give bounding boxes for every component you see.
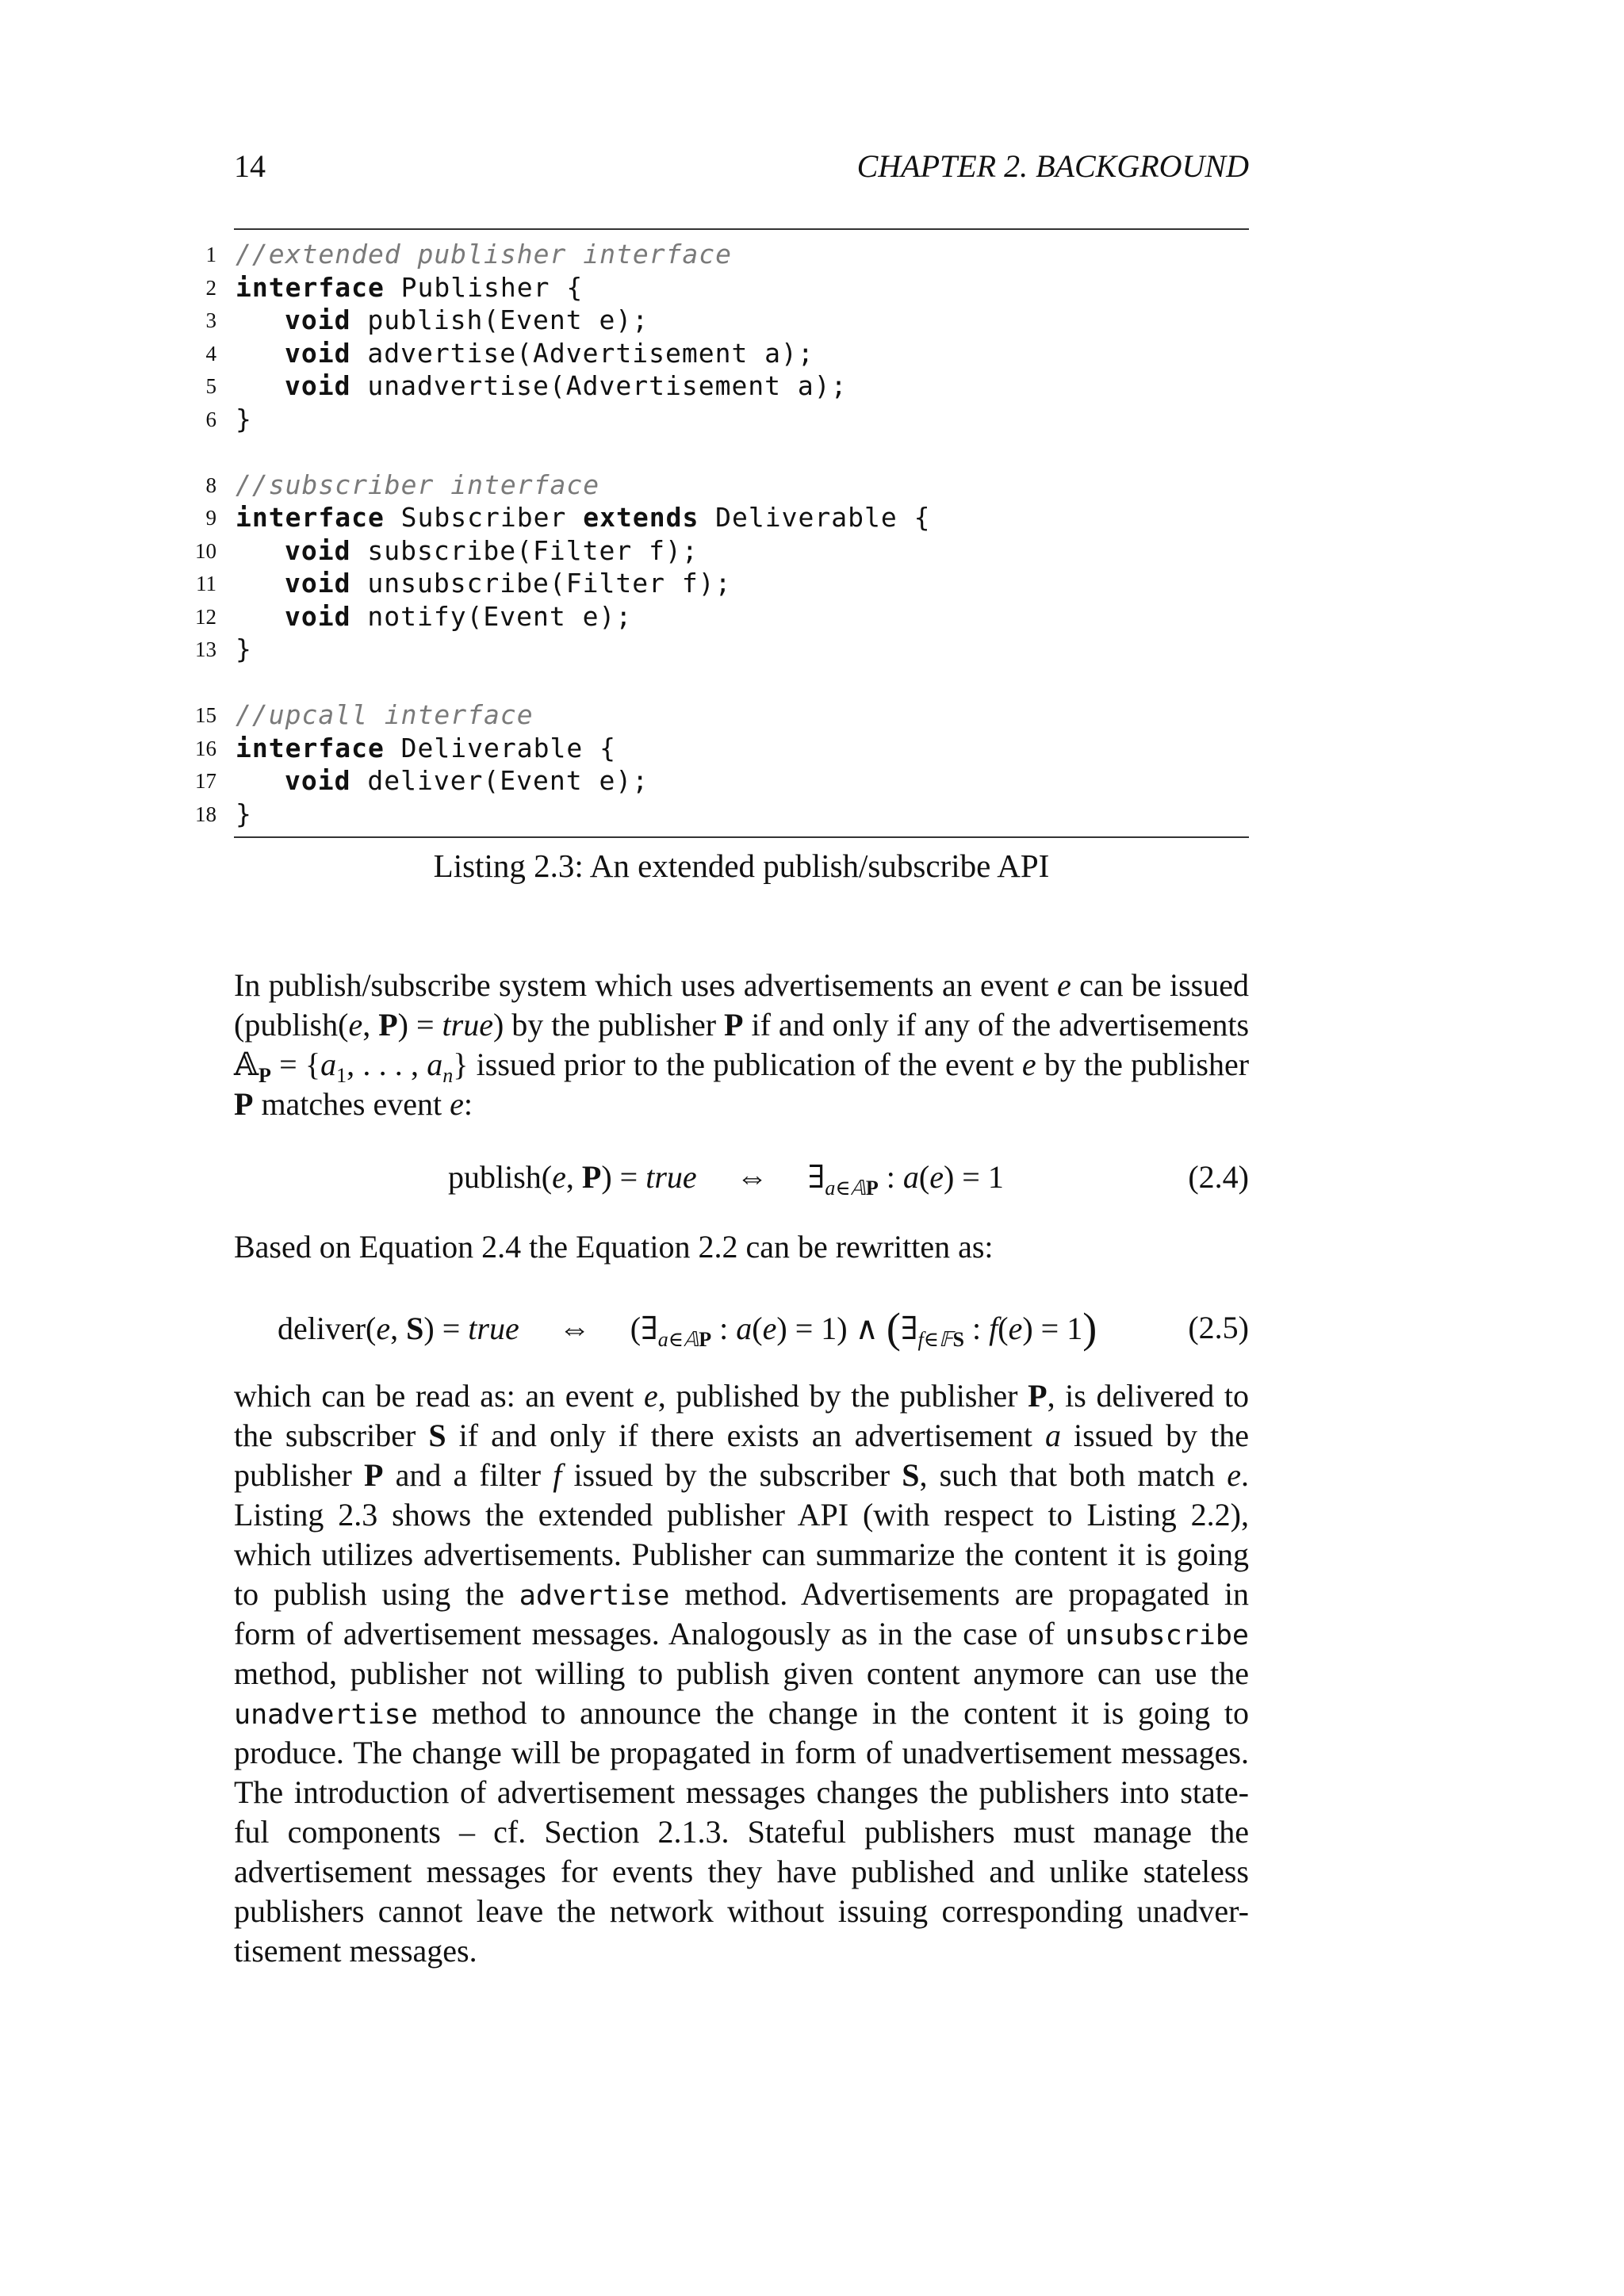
line-number: 9 [205, 506, 216, 530]
line-number: 11 [196, 572, 216, 595]
code-comment: //extended publisher interface [236, 239, 733, 270]
text-line: which utilizes advertisements. Publisher can summarize the content it is going [234, 1536, 1249, 1572]
code-keyword: void [285, 765, 351, 796]
line-number: 6 [205, 407, 216, 431]
code-keyword: interface [236, 502, 385, 533]
paragraph-rewrite: Based on Equation 2.4 the Equation 2.2 can be rewritten as: [234, 1229, 994, 1265]
line-number: 15 [195, 703, 216, 727]
code-text [236, 600, 632, 633]
code-advertise: advertise [519, 1580, 670, 1612]
text-line: Listing 2.3 shows the extended publisher API (with respect to Listing 2.2), [234, 1497, 1249, 1533]
equation-number: (2.5) [1188, 1310, 1249, 1345]
listing-top-rule [234, 228, 1249, 230]
paragraph-explanation [234, 1376, 1249, 1971]
code-text [236, 798, 252, 831]
text-line: method, publisher not willing to publish given content anymore can use the [234, 1655, 1249, 1691]
equation-2-5: deliver(e, S) = true ⇔ ($\exists_{a\in 𝔸P}$ : a(e) = 1) ∧ ($\exists_{f\in 𝔽S}$ : f(e) = 1) (2.5) [278, 1304, 1249, 1352]
text-line: publisher P and a filter f issued by the subscriber S, such that both match e. [234, 1457, 1249, 1493]
page-number: 14 [234, 148, 266, 184]
code-text [236, 732, 616, 765]
code-token: Publisher { [384, 271, 584, 303]
code-text [236, 633, 252, 666]
code-token: notify(Event e); [350, 600, 633, 632]
code-text [236, 567, 731, 600]
line-number: 18 [195, 802, 216, 826]
code-text [236, 764, 649, 798]
code-token: subscribe(Filter f); [350, 534, 699, 566]
line-number: 8 [205, 473, 216, 497]
text-line: tisement messages. [234, 1933, 477, 1969]
equation-number: (2.4) [1188, 1159, 1249, 1195]
code-keyword: interface [236, 271, 385, 303]
code-token: } [236, 633, 252, 664]
code-keyword: void [285, 568, 351, 599]
code-text [236, 337, 814, 370]
code-token: Subscriber [384, 502, 584, 533]
text-line: P matches event e: [234, 1086, 473, 1122]
text-line: form of advertisement messages. Analogously as in the case of unsubscribe [234, 1616, 1249, 1651]
line-number: 16 [195, 736, 216, 760]
code-text [236, 304, 649, 337]
code-unsubscribe: unsubscribe [1065, 1620, 1249, 1651]
code-comment: //upcall interface [236, 699, 534, 730]
code-token: unadvertise(Advertisement a); [350, 370, 848, 401]
line-number: 12 [195, 604, 216, 629]
text-line: which can be read as: an event e, published by the publisher P, is delivered to [234, 1378, 1250, 1414]
code-keyword: void [285, 534, 351, 566]
text-line: produce. The change will be propagated in form of unadvertisement messages. [234, 1735, 1249, 1770]
listing-caption: Listing 2.3: An extended publish/subscribe API [433, 848, 1050, 884]
paragraph-advertisements [234, 966, 1249, 1124]
code-token: deliver(Event e); [350, 765, 649, 796]
running-head: CHAPTER 2. BACKGROUND [856, 148, 1249, 184]
code-token: } [236, 403, 252, 434]
code-comment: //subscriber interface [236, 469, 600, 500]
text-line: (publish(e, P) = true) by the publisher P if and only if any of the advertisements [234, 1007, 1250, 1043]
equation-2-4: publish(e, P) = true ⇔ $\exists_{a\in 𝔸P}$ : a(e) = 1 (2.4) [234, 1154, 1249, 1201]
listing-bottom-rule [234, 836, 1249, 838]
code-keyword: void [285, 337, 351, 369]
code-text [236, 238, 732, 271]
line-number: 13 [195, 637, 216, 661]
line-number: 17 [195, 769, 216, 793]
code-text [236, 469, 599, 502]
text-line: 𝔸$_P$ = {$a_1$, . . . , $a_n$} issued prior to the publication of the event e by the publisher [234, 1047, 1250, 1087]
code-token: Deliverable { [384, 732, 616, 763]
code-token: advertise(Advertisement a); [350, 337, 814, 369]
text-line: In publish/subscribe system which uses advertisements an event e can be issued [234, 967, 1249, 1003]
text-line: advertisement messages for events they have published and unlike stateless [234, 1854, 1249, 1889]
code-keyword: void [285, 304, 351, 335]
line-number: 10 [195, 538, 216, 563]
code-keyword: void [285, 370, 351, 401]
code-keyword: extends [583, 502, 699, 533]
code-keyword: void [285, 600, 351, 632]
code-unadvertise: unadvertise [234, 1699, 418, 1731]
text-line: to publish using the advertise method. Advertisements are propagated in [234, 1576, 1250, 1612]
code-token: Deliverable { [699, 502, 931, 533]
code-text [236, 369, 848, 403]
iff-symbol: ⇔ [558, 1311, 591, 1346]
text-line: ful components – cf. Section 2.1.3. Stateful publishers must manage the [234, 1814, 1249, 1850]
code-text [236, 403, 252, 436]
line-number: 1 [205, 243, 216, 266]
line-number: 3 [205, 308, 216, 332]
code-text [236, 501, 930, 534]
line-number: 5 [205, 374, 216, 398]
code-token: unsubscribe(Filter f); [350, 568, 732, 599]
text-line: unadvertise method to announce the change in the content it is going to [234, 1695, 1249, 1731]
code-text [236, 698, 534, 732]
code-text [236, 271, 583, 304]
text-line: The introduction of advertisement messages changes the publishers into state- [234, 1774, 1249, 1810]
line-number: 4 [205, 341, 216, 365]
line-number: 2 [205, 275, 216, 300]
iff-symbol: ⇔ [736, 1159, 768, 1195]
code-token: } [236, 798, 252, 829]
code-keyword: interface [236, 732, 385, 763]
page-header [234, 143, 1249, 190]
text-line: publishers cannot leave the network without issuing corresponding unadver- [234, 1893, 1249, 1929]
text-line: the subscriber S if and only if there exists an advertisement a issued by the [234, 1418, 1250, 1453]
code-token: publish(Event e); [350, 304, 649, 335]
code-text [236, 534, 699, 568]
